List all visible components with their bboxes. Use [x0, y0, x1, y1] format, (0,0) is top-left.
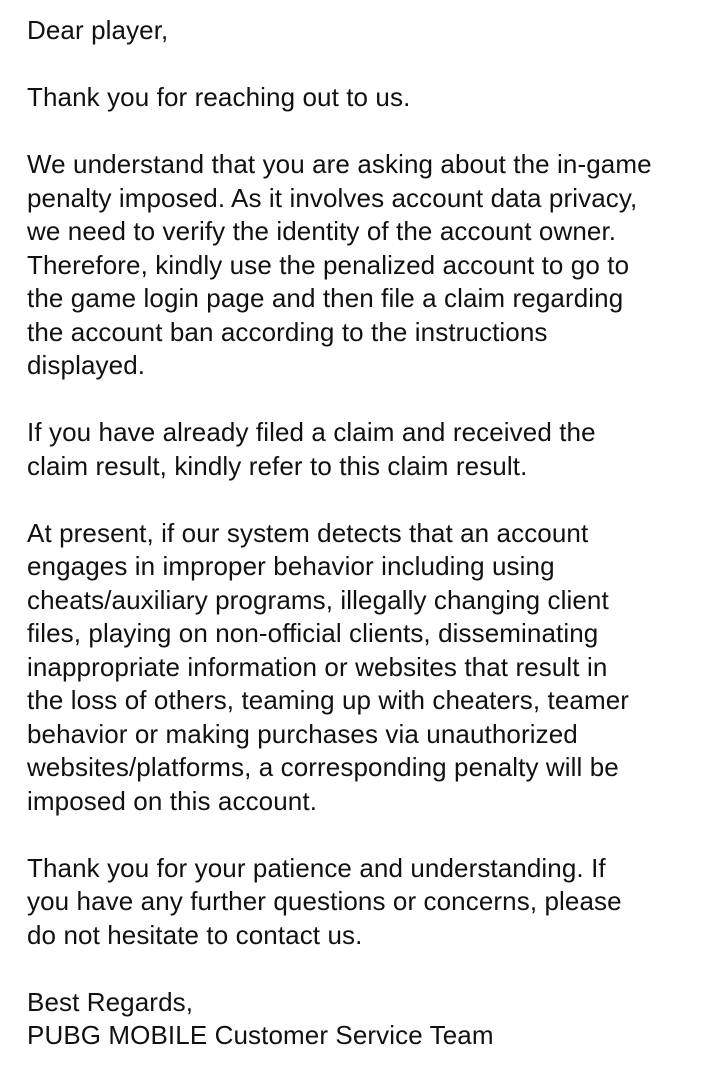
text-line: do not hesitate to contact us. — [27, 919, 363, 950]
text-line: We understand that you are asking about the in-game — [27, 149, 652, 179]
text-line: imposed on this account. — [27, 785, 318, 816]
text-line: displayed. — [27, 350, 146, 380]
text-line: claim result, kindly refer to this claim result. — [27, 450, 528, 481]
thanks-intro — [27, 81, 707, 115]
text-line: engages in improper behavior including using — [27, 551, 555, 581]
text-line: penalty imposed. As it involves account data privacy, — [27, 182, 638, 213]
paragraph-policy — [27, 517, 707, 819]
thanks-intro-line: Thank you for reaching out to us. — [27, 82, 411, 112]
paragraph-penalty — [27, 148, 707, 383]
text-line: Therefore, kindly use the penalized account to go to — [27, 249, 630, 280]
signature: PUBG MOBILE Customer Service Team — [27, 1020, 494, 1050]
message-body — [27, 14, 707, 1053]
signature-block — [27, 986, 707, 1053]
text-line: Thank you for your patience and understanding. If — [27, 852, 606, 883]
text-line: the loss of others, teaming up with cheaters, teamer — [27, 685, 630, 715]
text-line: cheats/auxiliary programs, illegally changing client — [27, 584, 609, 615]
paragraph-closing — [27, 852, 707, 953]
text-line: we need to verify the identity of the account owner. — [27, 216, 617, 246]
text-line: you have any further questions or concerns, please — [27, 886, 622, 916]
text-line: websites/platforms, a corresponding penalty will be — [27, 752, 619, 782]
signoff: Best Regards, — [27, 986, 194, 1017]
greeting — [27, 14, 707, 48]
text-line: the account ban according to the instructions — [27, 316, 548, 347]
text-line: the game login page and then file a claim regarding — [27, 283, 624, 313]
greeting-line: Dear player, — [27, 15, 169, 45]
text-line: files, playing on non-official clients, disseminating — [27, 618, 599, 648]
text-line: inappropriate information or websites that result in — [27, 651, 608, 682]
text-line: If you have already filed a claim and received the — [27, 417, 596, 447]
text-line: behavior or making purchases via unauthorized — [27, 718, 578, 749]
paragraph-claim — [27, 416, 707, 483]
text-line: At present, if our system detects that an account — [27, 517, 589, 548]
